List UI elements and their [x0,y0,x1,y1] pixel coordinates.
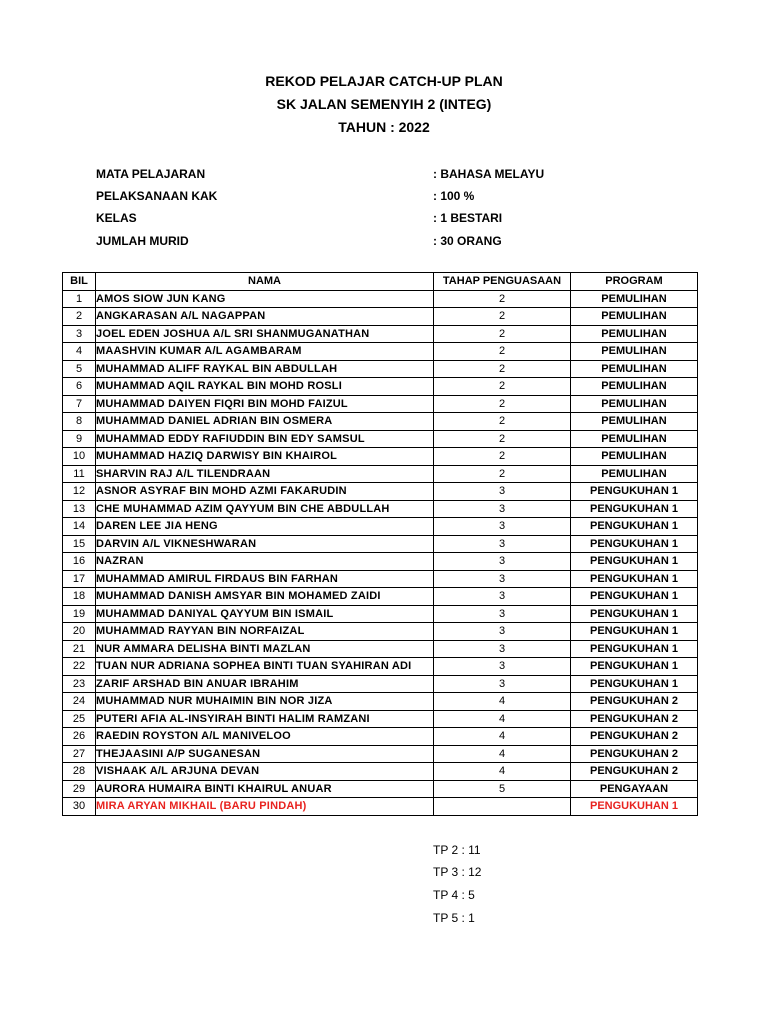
summary-tp5: TP 5 : 1 [433,911,475,925]
mastery-level: 4 [434,728,571,746]
student-name: MUHAMMAD DANIYAL QAYYUM BIN ISMAIL [96,605,434,623]
row-number: 22 [63,658,96,676]
table-row [63,535,698,553]
student-name: CHE MUHAMMAD AZIM QAYYUM BIN CHE ABDULLAH [96,500,434,518]
row-number: 27 [63,745,96,763]
table-row [63,588,698,606]
table-row [63,605,698,623]
table-row [63,500,698,518]
row-number: 23 [63,675,96,693]
mastery-level: 2 [434,360,571,378]
program-name: PEMULIHAN [571,308,698,326]
program-name: PENGUKUHAN 1 [571,675,698,693]
table-row [63,728,698,746]
row-number: 20 [63,623,96,641]
mastery-level: 2 [434,325,571,343]
title-line-1: REKOD PELAJAR CATCH-UP PLAN [265,73,503,89]
student-name: ANGKARASAN A/L NAGAPPAN [96,308,434,326]
program-name: PENGUKUHAN 1 [571,588,698,606]
row-number: 6 [63,378,96,396]
mastery-level: 3 [434,570,571,588]
header-tahap: TAHAP PENGUASAAN [434,273,571,291]
program-name: PEMULIHAN [571,378,698,396]
program-name: PENGUKUHAN 2 [571,763,698,781]
student-name: DAREN LEE JIA HENG [96,518,434,536]
mastery-level: 3 [434,518,571,536]
info-value-implementation: : 100 % [433,189,475,203]
program-name: PEMULIHAN [571,413,698,431]
mastery-level: 3 [434,588,571,606]
program-name: PENGUKUHAN 1 [571,798,698,816]
student-name: MUHAMMAD DANISH AMSYAR BIN MOHAMED ZAIDI [96,588,434,606]
student-name: AURORA HUMAIRA BINTI KHAIRUL ANUAR [96,780,434,798]
mastery-level: 3 [434,483,571,501]
table-row [63,675,698,693]
header-program: PROGRAM [571,273,698,291]
table-row [63,360,698,378]
row-number: 19 [63,605,96,623]
student-name: MUHAMMAD AQIL RAYKAL BIN MOHD ROSLI [96,378,434,396]
info-value-class: : 1 BESTARI [433,211,503,225]
mastery-level: 3 [434,658,571,676]
table-row [63,465,698,483]
program-name: PENGUKUHAN 2 [571,710,698,728]
table-row [63,290,698,308]
student-name: TUAN NUR ADRIANA SOPHEA BINTI TUAN SYAHIRAN ADI [96,658,434,676]
row-number: 29 [63,780,96,798]
table-row [63,518,698,536]
student-name: MIRA ARYAN MIKHAIL (BARU PINDAH) [96,798,434,816]
table-row [63,308,698,326]
row-number: 12 [63,483,96,501]
info-value-subject: : BAHASA MELAYU [433,167,545,181]
student-name: MUHAMMAD ALIFF RAYKAL BIN ABDULLAH [96,360,434,378]
row-number: 28 [63,763,96,781]
row-number: 30 [63,798,96,816]
mastery-level: 3 [434,553,571,571]
mastery-level: 3 [434,605,571,623]
student-name: PUTERI AFIA AL-INSYIRAH BINTI HALIM RAMZANI [96,710,434,728]
table-row [63,343,698,361]
row-number: 9 [63,430,96,448]
row-number: 7 [63,395,96,413]
program-name: PEMULIHAN [571,343,698,361]
mastery-level: 5 [434,780,571,798]
summary-tp3: TP 3 : 12 [433,865,482,879]
table-row [63,745,698,763]
row-number: 25 [63,710,96,728]
mastery-level: 2 [434,413,571,431]
table-row [63,780,698,798]
student-name: MUHAMMAD NUR MUHAIMIN BIN NOR JIZA [96,693,434,711]
student-name: MAASHVIN KUMAR A/L AGAMBARAM [96,343,434,361]
table-row [63,623,698,641]
mastery-level [434,798,571,816]
table-row [63,325,698,343]
program-name: PENGUKUHAN 1 [571,553,698,571]
program-name: PEMULIHAN [571,448,698,466]
program-name: PENGUKUHAN 2 [571,745,698,763]
table-row [63,553,698,571]
info-label-class: KELAS [96,211,137,225]
info-label-subject: MATA PELAJARAN [96,167,206,181]
table-row [63,658,698,676]
student-name: MUHAMMAD EDDY RAFIUDDIN BIN EDY SAMSUL [96,430,434,448]
mastery-level: 2 [434,308,571,326]
program-name: PENGUKUHAN 1 [571,570,698,588]
mastery-level: 3 [434,623,571,641]
program-name: PENGUKUHAN 2 [571,693,698,711]
program-name: PENGUKUHAN 2 [571,728,698,746]
table-row [63,448,698,466]
table-row [63,763,698,781]
mastery-level: 4 [434,763,571,781]
mastery-level: 3 [434,675,571,693]
row-number: 17 [63,570,96,588]
program-name: PENGUKUHAN 1 [571,518,698,536]
program-name: PENGUKUHAN 1 [571,500,698,518]
summary-tp2: TP 2 : 11 [433,843,481,857]
table-row [63,430,698,448]
student-name: MUHAMMAD DANIEL ADRIAN BIN OSMERA [96,413,434,431]
mastery-level: 4 [434,693,571,711]
row-number: 18 [63,588,96,606]
row-number: 3 [63,325,96,343]
student-name: VISHAAK A/L ARJUNA DEVAN [96,763,434,781]
student-name: MUHAMMAD HAZIQ DARWISY BIN KHAIROL [96,448,434,466]
table-row [63,378,698,396]
program-name: PEMULIHAN [571,325,698,343]
table-row [63,710,698,728]
row-number: 10 [63,448,96,466]
table-row [63,413,698,431]
mastery-level: 2 [434,465,571,483]
row-number: 5 [63,360,96,378]
student-name: NAZRAN [96,553,434,571]
mastery-level: 4 [434,745,571,763]
row-number: 11 [63,465,96,483]
table-row [63,640,698,658]
mastery-level: 3 [434,535,571,553]
student-name: NUR AMMARA DELISHA BINTI MAZLAN [96,640,434,658]
row-number: 24 [63,693,96,711]
program-name: PENGUKUHAN 1 [571,658,698,676]
row-number: 16 [63,553,96,571]
program-name: PEMULIHAN [571,465,698,483]
table-row [63,798,698,816]
program-name: PEMULIHAN [571,395,698,413]
info-label-implementation: PELAKSANAAN KAK [96,189,218,203]
program-name: PENGUKUHAN 1 [571,483,698,501]
student-name: MUHAMMAD AMIRUL FIRDAUS BIN FARHAN [96,570,434,588]
mastery-level: 2 [434,430,571,448]
row-number: 4 [63,343,96,361]
program-name: PENGUKUHAN 1 [571,640,698,658]
student-name: MUHAMMAD DAIYEN FIQRI BIN MOHD FAIZUL [96,395,434,413]
student-name: SHARVIN RAJ A/L TILENDRAAN [96,465,434,483]
title-line-2: SK JALAN SEMENYIH 2 (INTEG) [276,96,492,112]
student-name: MUHAMMAD RAYYAN BIN NORFAIZAL [96,623,434,641]
title-line-3: TAHUN : 2022 [338,119,430,135]
program-name: PEMULIHAN [571,430,698,448]
row-number: 2 [63,308,96,326]
program-name: PEMULIHAN [571,290,698,308]
student-name: THEJAASINI A/P SUGANESAN [96,745,434,763]
header-bil: BIL [63,273,96,291]
row-number: 13 [63,500,96,518]
table-row [63,693,698,711]
row-number: 26 [63,728,96,746]
mastery-level: 2 [434,343,571,361]
info-label-student-count: JUMLAH MURID [96,234,189,248]
row-number: 15 [63,535,96,553]
program-name: PENGUKUHAN 1 [571,623,698,641]
student-name: ASNOR ASYRAF BIN MOHD AZMI FAKARUDIN [96,483,434,501]
row-number: 1 [63,290,96,308]
mastery-level: 3 [434,640,571,658]
mastery-level: 3 [434,500,571,518]
student-name: AMOS SIOW JUN KANG [96,290,434,308]
student-name: ZARIF ARSHAD BIN ANUAR IBRAHIM [96,675,434,693]
student-name: RAEDIN ROYSTON A/L MANIVELOO [96,728,434,746]
mastery-level: 2 [434,448,571,466]
table-row [63,395,698,413]
mastery-level: 2 [434,290,571,308]
info-value-student-count: : 30 ORANG [433,234,502,248]
header-nama: NAMA [96,273,434,291]
table-row [63,570,698,588]
program-name: PENGAYAAN [571,780,698,798]
program-name: PEMULIHAN [571,360,698,378]
table-header-row [63,273,698,291]
student-table [62,272,698,816]
program-name: PENGUKUHAN 1 [571,535,698,553]
summary-tp4: TP 4 : 5 [433,888,475,902]
student-name: JOEL EDEN JOSHUA A/L SRI SHANMUGANATHAN [96,325,434,343]
mastery-level: 4 [434,710,571,728]
program-name: PENGUKUHAN 1 [571,605,698,623]
mastery-level: 2 [434,395,571,413]
table-row [63,483,698,501]
student-name: DARVIN A/L VIKNESHWARAN [96,535,434,553]
row-number: 14 [63,518,96,536]
mastery-level: 2 [434,378,571,396]
row-number: 8 [63,413,96,431]
row-number: 21 [63,640,96,658]
